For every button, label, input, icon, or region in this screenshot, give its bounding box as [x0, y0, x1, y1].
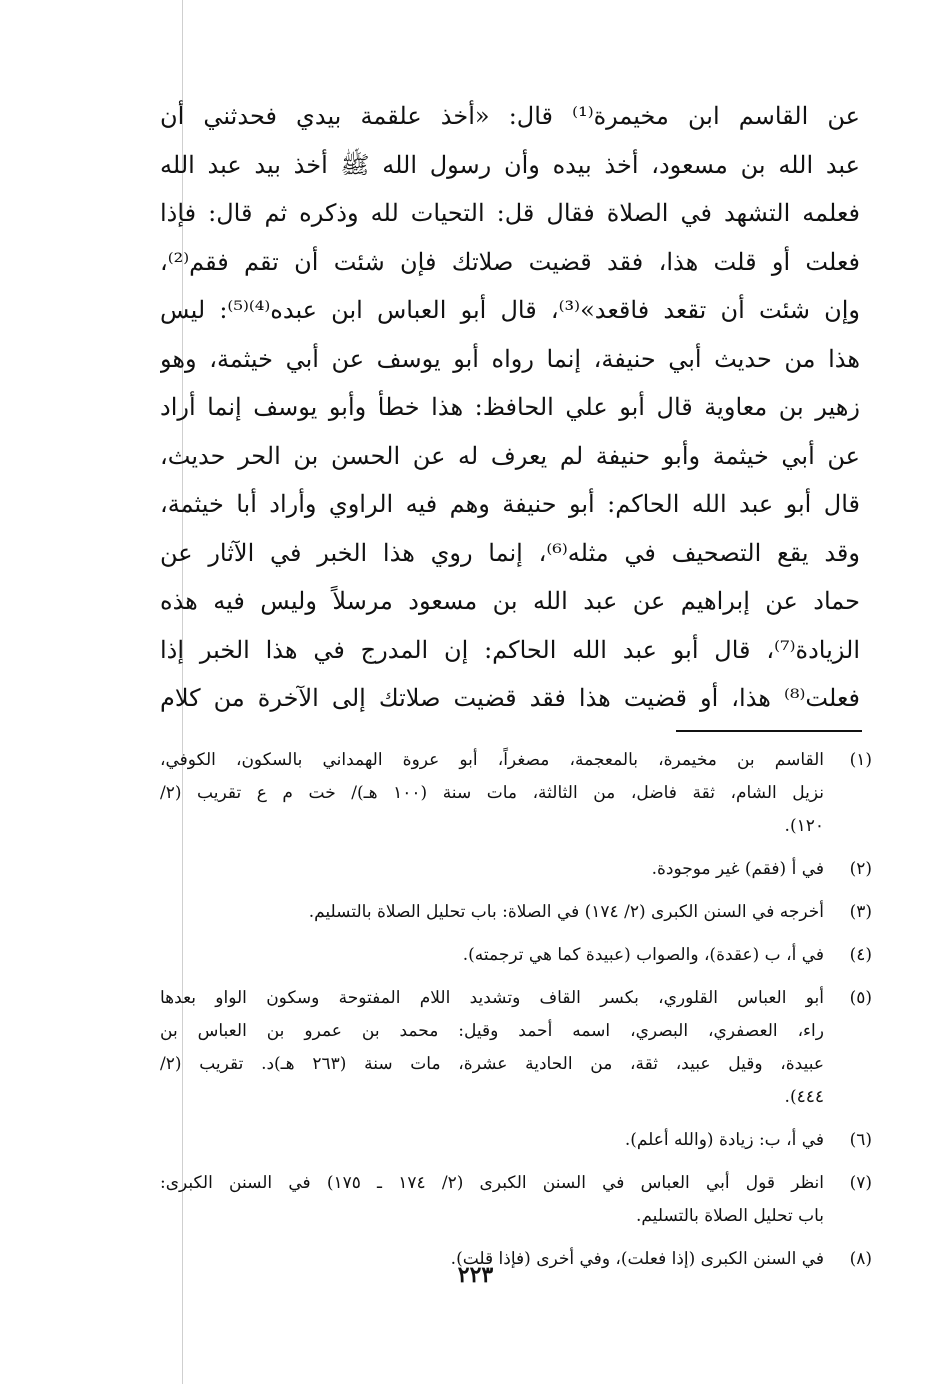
footnote-line: أخرجه في السنن الكبرى (٢/ ١٧٤) في الصلاة: باب تحليل الصلاة بالتسليم.: [308, 902, 824, 922]
footnote-2: [160, 853, 872, 886]
footnote-number: (٥): [849, 988, 872, 1008]
footnote-3: [160, 896, 872, 929]
footnote-number: (٦): [849, 1130, 872, 1150]
main-body-text: [160, 92, 860, 723]
footnote-line: عبيدة، وقيل عبيد، ثقة، من الحادية عشرة، مات سنة (٢٦٣ هـ)د. تقريب (٢/: [160, 1054, 824, 1074]
main-text-line: حماد عن إبراهيم عن عبد الله بن مسعود مرسلاً وليس فيه هذه: [160, 587, 860, 615]
footnote-number: (٢): [849, 859, 872, 879]
main-text-line: فعلت⁽⁸⁾ هذا، أو قضيت هذا فقد قضيت صلاتك إلى الآخرة من كلام: [160, 684, 860, 712]
footnote-number: (١): [849, 750, 872, 770]
main-text-line: عبد الله بن مسعود، أخذ بيده وأن رسول الله ﷺ أخذ بيد عبد الله: [160, 150, 860, 179]
footnote-line: انظر قول أبي العباس في السنن الكبرى (٢/ ١٧٤ ـ ١٧٥) في السنن الكبرى:: [160, 1173, 824, 1193]
main-text-line: وقد يقع التصحيف في مثله⁽⁶⁾، إنما روي هذا الخبر في الآثار عن: [160, 538, 860, 567]
footnote-line: راء، العصفري، البصري، اسمه أحمد وقيل: محمد بن عمرو بن العباس بن: [160, 1021, 824, 1041]
main-text-line: قال أبو عبد الله الحاكم: أبو حنيفة وهم فيه الراوي وأراد أبا خيثمة،: [160, 490, 860, 518]
main-text-line: عن أبي خيثمة وأبو حنيفة لم يعرف له عن الحسن بن الحر حديث،: [160, 441, 860, 470]
main-text-line: الزيادة⁽⁷⁾، قال أبو عبد الله الحاكم: إن المدرج في هذا الخبر إذا: [160, 635, 860, 664]
footnote-number: (٣): [849, 902, 872, 922]
footnote-number: (٧): [849, 1173, 872, 1193]
footnote-line: نزيل الشام، ثقة فاضل، من الثالثة، مات سنة (١٠٠ هـ)/ خت م ع تقريب (٢/: [160, 783, 824, 803]
footnote-line: ١٢٠).: [784, 816, 824, 836]
footnote-number: (٨): [849, 1249, 872, 1269]
footnote-line: في أ، ب: زيادة (والله أعلم).: [624, 1130, 824, 1150]
main-text-line: وإن شئت أن تقعد فاقعد»⁽³⁾، قال أبو العباس ابن عبده⁽⁴⁾⁽⁵⁾: ليس: [160, 296, 860, 324]
page-number: ٢٢٣: [457, 1262, 494, 1288]
main-text-line: هذا من حديث أبي حنيفة، إنما رواه أبو يوسف عن أبي خيثمة، وهو: [160, 344, 860, 373]
footnote-5: [160, 982, 872, 1114]
footnote-line: في أ، ب (عقدة)، والصواب (عبيدة كما هي ترجمته).: [462, 945, 824, 965]
main-text-line: فعلت أو قلت هذا، فقد قضيت صلاتك فإن شئت أن تقم فقم⁽²⁾،: [160, 247, 860, 276]
main-text-line: فعلمه التشهد في الصلاة فقال قل: التحيات لله وذكره ثم قال: فإذا: [160, 199, 860, 227]
footnote-line: في السنن الكبرى (إذا فعلت)، وفي أخرى (فإذا قلت).: [450, 1249, 824, 1269]
footnote-7: [160, 1167, 872, 1233]
footnote-number: (٤): [849, 945, 872, 965]
footnotes-section: [160, 744, 872, 1286]
footnote-line: باب تحليل الصلاة بالتسليم.: [635, 1206, 824, 1226]
footnote-line: ٤٤٤).: [784, 1087, 824, 1107]
footnote-separator: [676, 730, 862, 732]
footnote-1: [160, 744, 872, 843]
footnote-6: [160, 1124, 872, 1157]
main-text-line: زهير بن معاوية قال أبو علي الحافظ: هذا خطأ وأبو يوسف إنما أراد: [160, 393, 860, 421]
footnote-line: القاسم بن مخيمرة، بالمعجمة، مصغراً، أبو عروة الهمداني بالسكون، الكوفي،: [160, 750, 824, 770]
main-text-line: عن القاسم ابن مخيمرة⁽¹⁾ قال: «أخذ علقمة بيدي فحدثني أن: [160, 102, 860, 130]
footnote-line: في أ (فقم) غير موجودة.: [651, 859, 824, 879]
footnote-4: [160, 939, 872, 972]
footnote-line: أبو العباس القلوري، بكسر القاف وتشديد اللام المفتوحة وسكون الواو بعدها: [160, 988, 824, 1008]
